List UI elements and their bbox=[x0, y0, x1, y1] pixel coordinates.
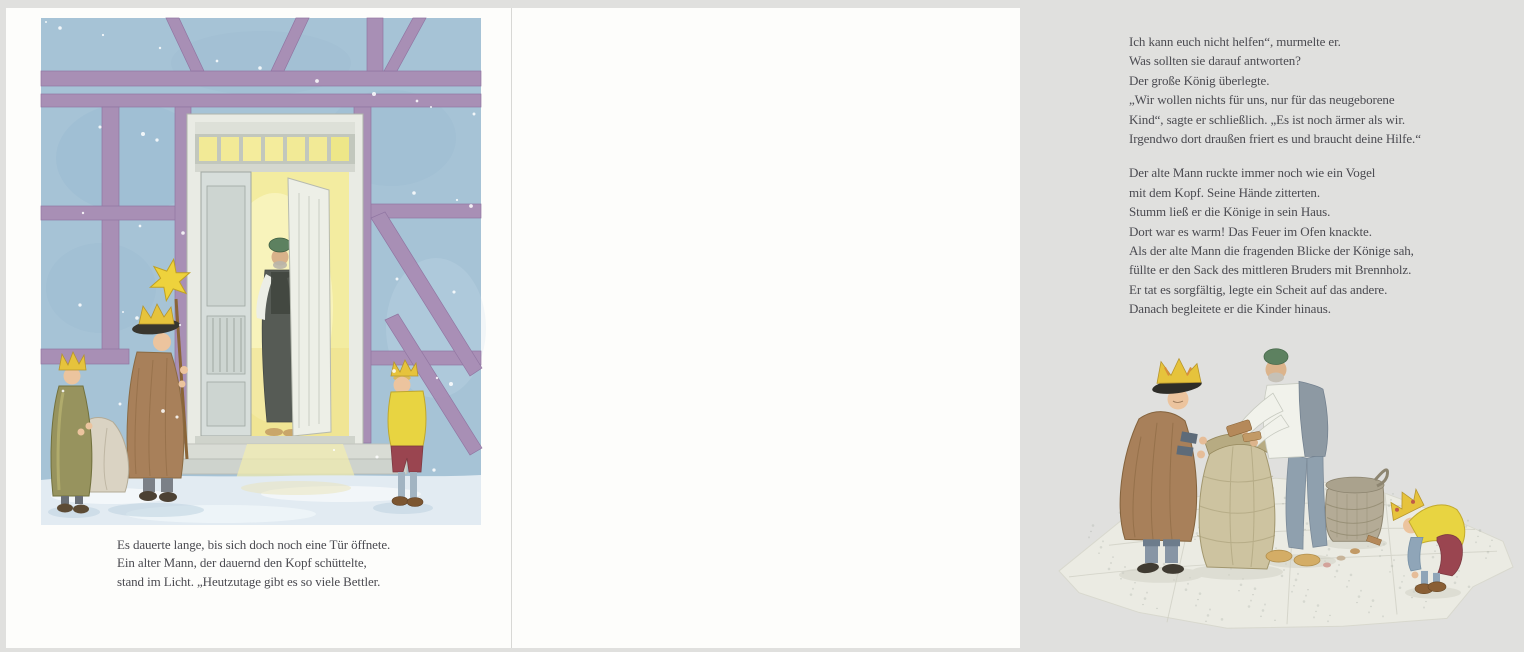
illustration-filling-sack-svg bbox=[1045, 328, 1524, 646]
text-line: „Wir wollen nichts für uns, nur für das neugeborene bbox=[1129, 92, 1395, 108]
illustration-kings-at-door bbox=[41, 18, 481, 525]
illustration-kings-at-door-svg bbox=[41, 18, 481, 525]
text-line: Stumm ließ er die Könige in sein Haus. bbox=[1129, 204, 1331, 220]
grey-vest bbox=[1299, 381, 1328, 456]
text-line: füllte er den Sack des mittleren Bruders mit Brennholz. bbox=[1129, 262, 1412, 278]
text-line: Er tat es sorgfältig, legte ein Scheit auf das andere. bbox=[1129, 281, 1388, 297]
text-line: Irgendwo dort draußen friert es und braucht deine Hilfe.“ bbox=[1129, 131, 1421, 147]
left-page-caption bbox=[117, 536, 447, 591]
text-line: Ein alter Mann, der dauernd den Kopf schüttelte, bbox=[117, 555, 367, 571]
story-paragraph-2 bbox=[1129, 163, 1459, 318]
door-left-leaf bbox=[201, 172, 251, 436]
burlap-sack bbox=[1197, 433, 1275, 569]
text-line: Danach begleitete er die Kinder hinaus. bbox=[1129, 301, 1331, 317]
left-page bbox=[6, 8, 511, 648]
king-middle-face bbox=[153, 333, 171, 351]
old-man-green-cap bbox=[269, 238, 291, 252]
text-line: Dort war es warm! Das Feuer im Ofen knackte. bbox=[1129, 223, 1372, 239]
old-man-green-cap bbox=[1264, 349, 1288, 365]
story-paragraph-1 bbox=[1129, 32, 1459, 148]
wicker-basket bbox=[1325, 470, 1387, 542]
text-line: Ich kann euch nicht helfen“, murmelte er. bbox=[1129, 34, 1341, 49]
text-line: stand im Licht. „Heutzutage gibt es so viele Bettler. bbox=[117, 573, 381, 589]
wooden-clog bbox=[1266, 550, 1292, 562]
front-door bbox=[187, 114, 363, 444]
transom-window bbox=[195, 134, 355, 164]
text-line: Als der alte Mann die fragenden Blicke der Könige sah, bbox=[1129, 243, 1414, 259]
door-right-leaf-open bbox=[288, 178, 331, 436]
book-spread bbox=[6, 8, 1421, 648]
text-line: Was sollten sie darauf antworten? bbox=[1129, 53, 1301, 69]
crown-king-holding-sack bbox=[1157, 359, 1201, 384]
illustration-filling-sack bbox=[1045, 328, 1524, 646]
right-page bbox=[512, 8, 1421, 648]
text-line: Der alte Mann ruckte immer noch wie ein Vogel bbox=[1129, 165, 1376, 181]
wooden-clog bbox=[1294, 554, 1320, 566]
text-line: Kind“, sagte er schließlich. „Es ist noch ärmer als wir. bbox=[1129, 111, 1405, 127]
text-line: mit dem Kopf. Seine Hände zitterten. bbox=[1129, 184, 1320, 200]
story-text-block bbox=[1129, 32, 1459, 319]
text-line: Es dauerte lange, bis sich doch noch eine Tür öffnete. bbox=[117, 537, 391, 552]
text-line: Der große König überlegte. bbox=[1129, 72, 1270, 88]
